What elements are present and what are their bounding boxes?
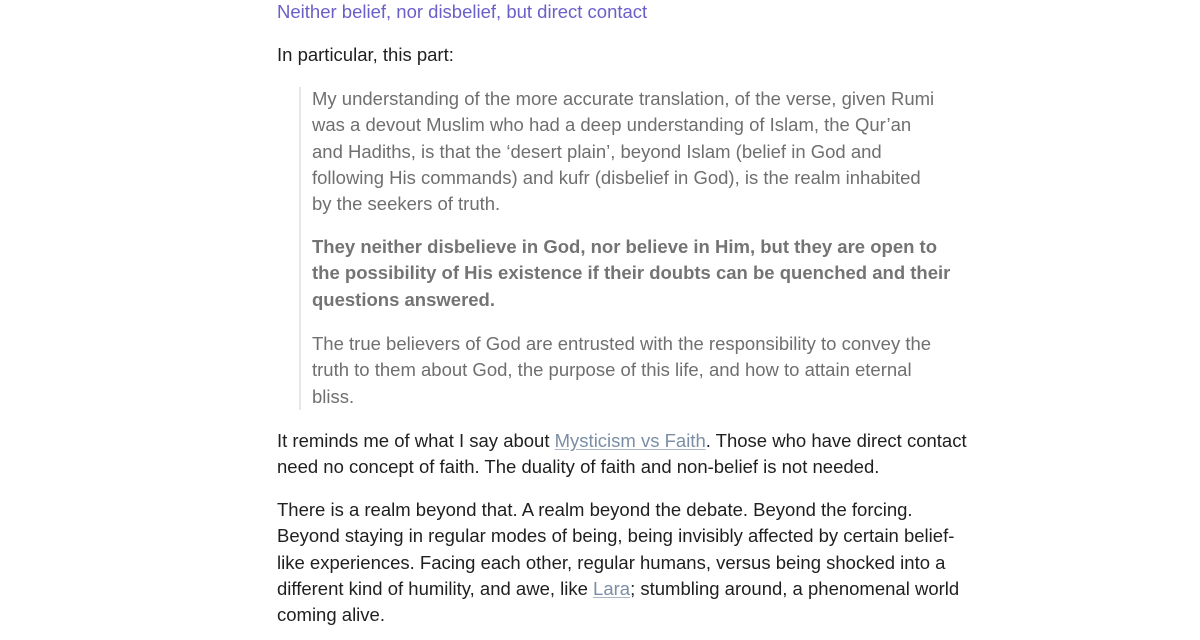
body-line: need no concept of faith. The duality of faith and non-belief is not needed. bbox=[277, 456, 880, 478]
mysticism-vs-faith-link[interactable]: Mysticism vs Faith bbox=[554, 430, 706, 451]
body-line bbox=[277, 428, 967, 454]
lara-link[interactable]: Lara bbox=[593, 577, 631, 599]
quote-line: The true believers of God are entrusted with the responsibility to convey the bbox=[312, 333, 932, 354]
quote-line: truth to them about God, the purpose of this life, and how to attain eternal bbox=[312, 359, 912, 381]
quote-line: bliss. bbox=[312, 385, 355, 407]
quote-paragraph-2-bold bbox=[312, 234, 951, 313]
body-paragraph-2 bbox=[277, 497, 960, 628]
quote-line: They neither disbelieve in God, nor believe in Him, but they are open to bbox=[312, 236, 938, 257]
body-line: Beyond staying in regular modes of being, being invisibly affected by certain belief- bbox=[277, 525, 955, 547]
quote-line: was a devout Muslim who had a deep understanding of Islam, the Qur’an bbox=[312, 114, 912, 136]
intro-text: In particular, this part: bbox=[277, 44, 454, 65]
body-line: like experiences. Facing each other, regular humans, versus being shocked into a bbox=[277, 551, 946, 573]
quote-line: the possibility of His existence if their doubts can be quenched and their bbox=[312, 262, 951, 284]
text: It reminds me of what I say about bbox=[277, 430, 555, 451]
blockquote bbox=[299, 87, 951, 410]
body-line bbox=[277, 576, 960, 602]
quote-paragraph-1 bbox=[312, 86, 935, 217]
text: ; stumbling around, a phenomenal world bbox=[630, 577, 960, 599]
quote-line: by the seekers of truth. bbox=[312, 193, 501, 215]
body-line: coming alive. bbox=[277, 604, 385, 626]
text: different kind of humility, and awe, like bbox=[277, 577, 594, 599]
quote-line: My understanding of the more accurate translation, of the verse, given Rumi bbox=[312, 88, 935, 109]
quote-line: and Hadiths, is that the ‘desert plain’, beyond Islam (belief in God and bbox=[312, 140, 882, 162]
quote-paragraph-3 bbox=[312, 331, 932, 410]
post-title-link[interactable]: Neither belief, nor disbelief, but direct contact bbox=[277, 1, 648, 22]
quote-line: questions answered. bbox=[312, 288, 495, 310]
body-line: There is a realm beyond that. A realm beyond the debate. Beyond the forcing. bbox=[277, 499, 913, 520]
text: . Those who have direct contact bbox=[705, 430, 967, 451]
quote-line: following His commands) and kufr (disbelief in God), is the realm inhabited bbox=[312, 166, 921, 188]
body-paragraph-1 bbox=[277, 428, 967, 481]
